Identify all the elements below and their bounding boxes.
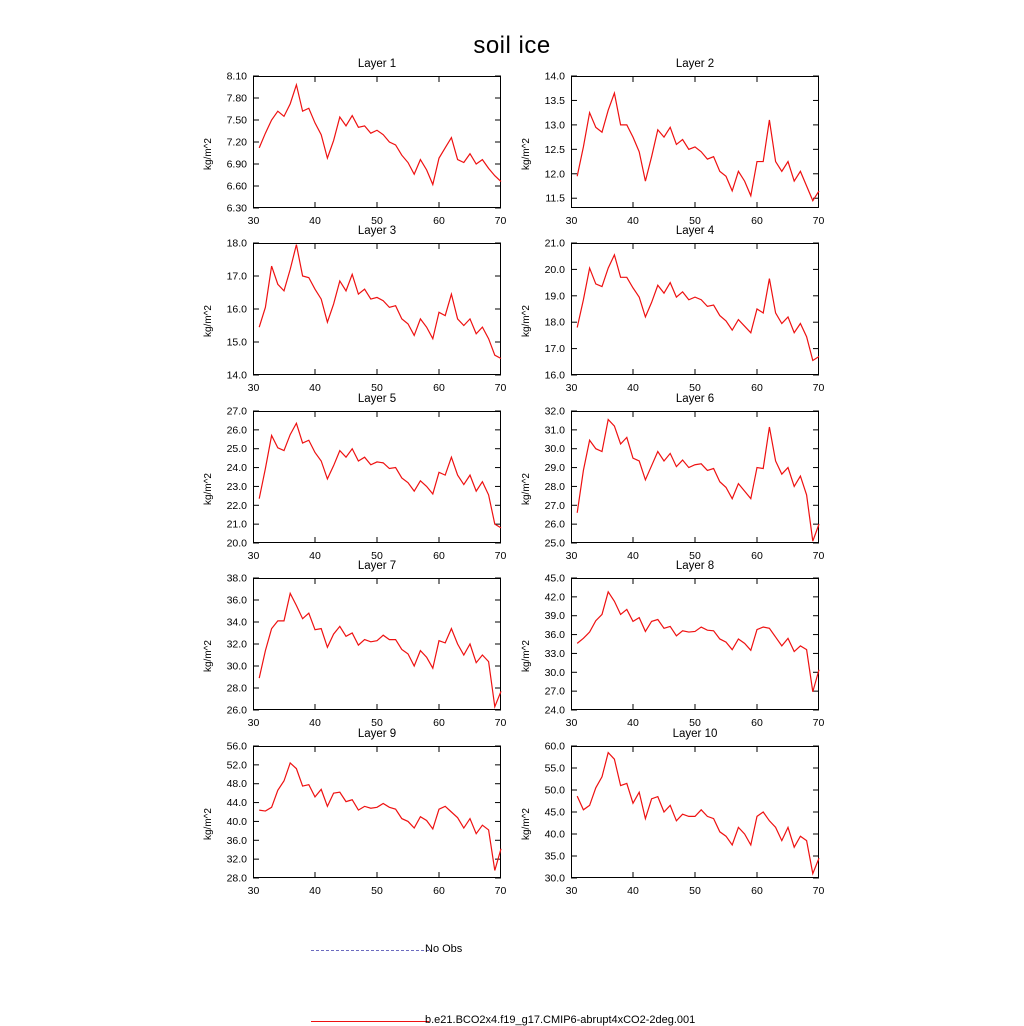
y-tick-label: 29.0 [544, 462, 565, 475]
y-tick-label: 12.0 [544, 168, 565, 181]
panel-title: Layer 7 [357, 560, 397, 572]
data-series-line [577, 419, 819, 541]
chart-panel [521, 728, 825, 897]
chart-panel [521, 393, 825, 562]
y-tick-label: 15.0 [226, 336, 247, 349]
y-tick-label: 16.0 [226, 303, 247, 316]
y-tick-label: 40.0 [226, 815, 247, 828]
y-axis-label: kg/m^2 [521, 640, 532, 672]
data-series-line [577, 592, 819, 692]
y-axis-label: kg/m^2 [521, 473, 532, 505]
x-tick-label: 60 [751, 550, 763, 562]
y-tick-label: 30.0 [544, 666, 565, 679]
plot-area [544, 70, 825, 227]
x-tick-label: 70 [494, 550, 507, 562]
y-tick-label: 32.0 [544, 405, 565, 418]
x-tick-label: 40 [627, 215, 639, 227]
y-tick-label: 52.0 [226, 759, 247, 772]
y-tick-label: 38.0 [226, 572, 247, 585]
y-tick-label: 25.0 [226, 443, 247, 456]
x-tick-label: 60 [433, 215, 445, 227]
x-tick-label: 40 [627, 885, 639, 897]
x-tick-label: 50 [689, 717, 701, 729]
legend-solid-label: b.e21.BCO2x4.f19_g17.CMIP6-abrupt4xCO2-2deg.001 [425, 1014, 696, 1026]
x-tick-label: 40 [309, 885, 321, 897]
chart-panel [203, 225, 507, 394]
x-tick-label: 50 [371, 717, 383, 729]
panel-title: Layer 6 [675, 393, 715, 405]
y-tick-label: 6.30 [226, 202, 247, 215]
legend-dashed-label: No Obs [425, 943, 463, 955]
y-tick-label: 30.0 [226, 660, 247, 673]
y-tick-label: 20.0 [544, 263, 565, 276]
x-tick-label: 40 [627, 382, 639, 394]
y-axis-label: kg/m^2 [203, 138, 214, 170]
data-series-line [259, 423, 501, 528]
y-tick-label: 6.60 [226, 180, 247, 193]
panel-title: Layer 8 [675, 560, 715, 572]
x-tick-label: 40 [309, 717, 321, 729]
y-tick-label: 32.0 [226, 853, 247, 866]
chart-panel [203, 393, 507, 562]
y-tick-label: 27.0 [544, 499, 565, 512]
x-tick-label: 60 [433, 885, 445, 897]
data-series-line [577, 753, 819, 874]
chart-panel [521, 225, 825, 394]
y-tick-label: 23.0 [226, 480, 247, 493]
data-series-line [577, 255, 819, 361]
x-tick-label: 70 [494, 382, 507, 394]
y-tick-label: 42.0 [544, 591, 565, 604]
x-tick-label: 70 [812, 717, 825, 729]
y-tick-label: 18.0 [226, 237, 247, 250]
x-tick-label: 70 [494, 717, 507, 729]
x-tick-label: 60 [751, 382, 763, 394]
x-tick-label: 30 [565, 215, 578, 227]
x-tick-label: 30 [247, 382, 260, 394]
y-tick-label: 33.0 [544, 647, 565, 660]
y-tick-label: 16.0 [544, 369, 565, 382]
y-tick-label: 36.0 [226, 834, 247, 847]
x-tick-label: 30 [247, 717, 260, 729]
x-tick-label: 40 [309, 215, 321, 227]
x-tick-label: 70 [812, 550, 825, 562]
y-tick-label: 28.0 [544, 480, 565, 493]
x-tick-label: 60 [751, 215, 763, 227]
y-tick-label: 45.0 [544, 572, 565, 585]
x-tick-label: 50 [371, 550, 383, 562]
y-axis-label: kg/m^2 [203, 473, 214, 505]
panel-title: Layer 10 [672, 728, 718, 740]
data-series-line [259, 593, 501, 706]
data-series-line [259, 763, 501, 870]
y-tick-label: 13.5 [544, 94, 565, 107]
x-tick-label: 30 [247, 885, 260, 897]
y-axis-label: kg/m^2 [521, 808, 532, 840]
y-tick-label: 56.0 [226, 740, 247, 753]
x-tick-label: 60 [433, 382, 445, 394]
plot-area [226, 740, 507, 897]
y-tick-label: 55.0 [544, 762, 565, 775]
x-tick-label: 60 [751, 885, 763, 897]
y-tick-label: 50.0 [544, 784, 565, 797]
y-axis-label: kg/m^2 [521, 305, 532, 337]
x-tick-label: 40 [309, 550, 321, 562]
y-tick-label: 35.0 [544, 850, 565, 863]
y-tick-label: 7.80 [226, 92, 247, 105]
x-tick-label: 50 [689, 382, 701, 394]
y-tick-label: 26.0 [226, 704, 247, 717]
chart-panel [203, 728, 507, 897]
y-axis-label: kg/m^2 [203, 808, 214, 840]
chart-panel [203, 58, 507, 227]
y-tick-label: 26.0 [544, 518, 565, 531]
y-tick-label: 32.0 [226, 638, 247, 651]
plot-area [544, 405, 825, 562]
y-tick-label: 24.0 [544, 704, 565, 717]
y-tick-label: 22.0 [226, 499, 247, 512]
plot-area [544, 572, 825, 729]
plot-area [226, 237, 507, 394]
plot-area [226, 70, 507, 227]
y-tick-label: 31.0 [544, 424, 565, 437]
y-tick-label: 48.0 [226, 778, 247, 791]
x-tick-label: 60 [751, 717, 763, 729]
y-tick-label: 39.0 [544, 610, 565, 623]
chart-panel [521, 560, 825, 729]
x-tick-label: 50 [689, 885, 701, 897]
y-tick-label: 21.0 [226, 518, 247, 531]
chart-panel [521, 58, 825, 227]
y-tick-label: 25.0 [544, 537, 565, 550]
y-tick-label: 6.90 [226, 158, 247, 171]
panel-title: Layer 3 [357, 225, 397, 237]
plot-area [226, 405, 507, 562]
panel-title: Layer 2 [675, 58, 715, 70]
x-tick-label: 30 [247, 550, 260, 562]
x-tick-label: 30 [565, 382, 578, 394]
y-tick-label: 27.0 [226, 405, 247, 418]
panel-title: Layer 9 [357, 728, 397, 740]
x-tick-label: 60 [433, 717, 445, 729]
y-tick-label: 30.0 [544, 872, 565, 885]
page-title: soil ice [473, 32, 551, 60]
x-tick-label: 40 [309, 382, 321, 394]
x-tick-label: 30 [565, 550, 578, 562]
legend-dashed-line [311, 950, 429, 951]
x-tick-label: 70 [812, 382, 825, 394]
x-tick-label: 70 [812, 885, 825, 897]
y-tick-label: 27.0 [544, 685, 565, 698]
y-tick-label: 14.0 [544, 70, 565, 83]
x-tick-label: 70 [812, 215, 825, 227]
y-tick-label: 14.0 [226, 369, 247, 382]
y-tick-label: 13.0 [544, 119, 565, 132]
y-tick-label: 21.0 [544, 237, 565, 250]
plot-area [544, 237, 825, 394]
x-tick-label: 60 [433, 550, 445, 562]
x-tick-label: 30 [565, 885, 578, 897]
y-tick-label: 18.0 [544, 316, 565, 329]
y-tick-label: 7.20 [226, 136, 247, 149]
y-tick-label: 36.0 [544, 629, 565, 642]
y-tick-label: 8.10 [226, 70, 247, 83]
y-axis-label: kg/m^2 [203, 305, 214, 337]
plot-area [544, 740, 825, 897]
y-tick-label: 11.5 [545, 192, 565, 205]
y-tick-label: 36.0 [226, 594, 247, 607]
panel-title: Layer 5 [357, 393, 397, 405]
plot-area [226, 572, 507, 729]
y-tick-label: 44.0 [226, 797, 247, 810]
x-tick-label: 70 [494, 215, 507, 227]
y-tick-label: 17.0 [226, 270, 247, 283]
chart-panel [203, 560, 507, 729]
y-axis-label: kg/m^2 [203, 640, 214, 672]
x-tick-label: 50 [371, 215, 383, 227]
x-tick-label: 40 [627, 550, 639, 562]
panel-title: Layer 4 [675, 225, 715, 237]
y-tick-label: 24.0 [226, 462, 247, 475]
y-tick-label: 17.0 [544, 343, 565, 356]
x-tick-label: 30 [247, 215, 260, 227]
y-tick-label: 34.0 [226, 616, 247, 629]
x-tick-label: 30 [565, 717, 578, 729]
y-tick-label: 28.0 [226, 682, 247, 695]
y-tick-label: 45.0 [544, 806, 565, 819]
legend-solid-line [311, 1021, 429, 1022]
y-axis-label: kg/m^2 [521, 138, 532, 170]
panel-title: Layer 1 [357, 58, 397, 70]
data-series-line [259, 245, 501, 359]
x-tick-label: 50 [689, 215, 701, 227]
y-tick-label: 28.0 [226, 872, 247, 885]
x-tick-label: 70 [494, 885, 507, 897]
y-tick-label: 20.0 [226, 537, 247, 550]
y-tick-label: 7.50 [226, 114, 247, 127]
data-series-line [259, 85, 501, 185]
y-tick-label: 19.0 [544, 290, 565, 303]
x-tick-label: 50 [689, 550, 701, 562]
x-tick-label: 40 [627, 717, 639, 729]
x-tick-label: 50 [371, 885, 383, 897]
y-tick-label: 26.0 [226, 424, 247, 437]
y-tick-label: 40.0 [544, 828, 565, 841]
data-series-line [577, 93, 819, 201]
x-tick-label: 50 [371, 382, 383, 394]
y-tick-label: 30.0 [544, 443, 565, 456]
y-tick-label: 12.5 [544, 143, 565, 156]
y-tick-label: 60.0 [544, 740, 565, 753]
